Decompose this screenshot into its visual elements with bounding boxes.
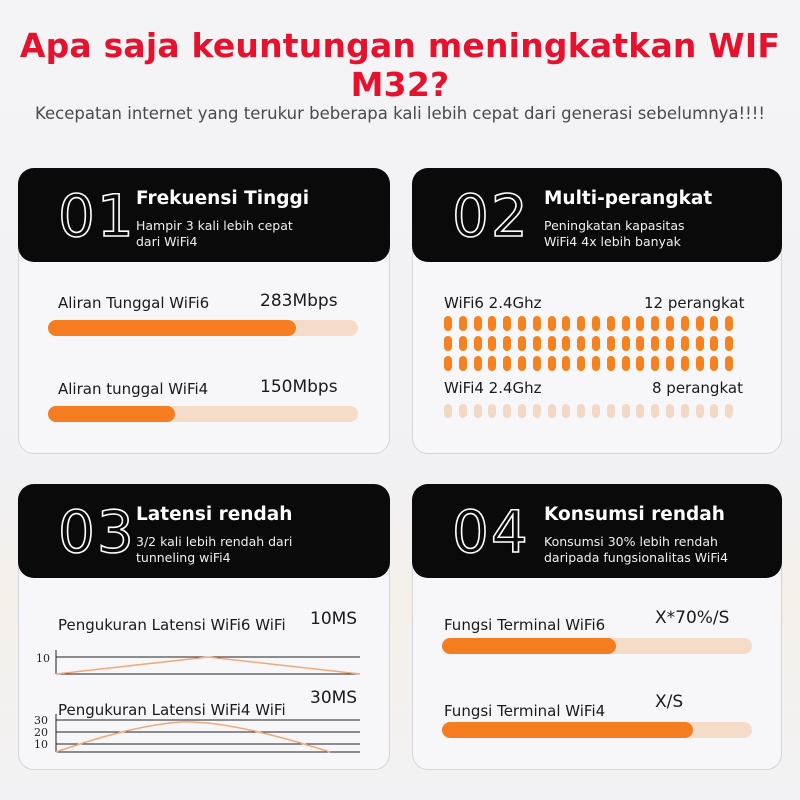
latency-chart-wifi6 [30, 644, 370, 684]
device-dot [474, 356, 482, 371]
metric-value: X*70%/S [655, 608, 730, 628]
device-dot [474, 404, 482, 418]
card-number: 03 [58, 498, 136, 566]
device-dot [548, 316, 556, 331]
tick-label: 10 [36, 652, 50, 665]
progress-bar-terminal-wifi4 [442, 722, 752, 738]
device-dot [444, 404, 452, 418]
device-dot [696, 336, 704, 351]
device-dot [459, 316, 467, 331]
card-header-02 [412, 168, 782, 262]
chart-value: 30MS [310, 688, 358, 708]
metric-label: Fungsi Terminal WiFi6 [444, 616, 606, 634]
card-header-03 [18, 484, 390, 578]
device-dot [710, 404, 718, 418]
metric-value: X/S [655, 692, 684, 712]
device-dot [548, 336, 556, 351]
progress-bar-wifi4 [48, 406, 358, 422]
progress-bar-fill [48, 406, 175, 422]
device-dot [636, 336, 644, 351]
latency-line [56, 657, 360, 674]
device-dot [533, 404, 541, 418]
device-dot [459, 356, 467, 371]
device-dot [577, 356, 585, 371]
card-header-04 [412, 484, 782, 578]
device-dot [681, 404, 689, 418]
device-dots-wifi4 [444, 404, 744, 420]
metric-label: Fungsi Terminal WiFi4 [444, 702, 606, 720]
device-dot [636, 404, 644, 418]
device-dot [651, 316, 659, 331]
card-desc-line2: daripada fungsionalitas WiFi4 [544, 550, 729, 565]
device-dot [696, 404, 704, 418]
device-dot [666, 336, 674, 351]
device-dot [562, 316, 570, 331]
device-dot [607, 404, 615, 418]
device-dot [562, 404, 570, 418]
device-dot [725, 356, 733, 371]
card-header-01 [18, 168, 390, 262]
device-dot [592, 316, 600, 331]
device-dot [518, 316, 526, 331]
chart-value: 10MS [310, 609, 358, 629]
tick-label: 30 [34, 714, 48, 727]
device-dot [636, 316, 644, 331]
device-dot [533, 316, 541, 331]
device-dot [488, 336, 496, 351]
device-dot [725, 336, 733, 351]
card-number: 01 [58, 182, 136, 250]
card-desc-line1: Hampir 3 kali lebih cepat [136, 218, 293, 233]
device-dot [548, 356, 556, 371]
latency-line [56, 722, 330, 752]
latency-chart-wifi4 [30, 712, 370, 762]
device-dot [488, 356, 496, 371]
card-title: Latensi rendah [136, 504, 293, 525]
device-dot [666, 404, 674, 418]
device-dot [725, 316, 733, 331]
device-dot [725, 404, 733, 418]
device-dot [503, 356, 511, 371]
device-dot [533, 336, 541, 351]
page-subtitle: Kecepatan internet yang terukur beberapa kali lebih cepat dari generasi sebelumnya!!!! [35, 104, 765, 123]
metric-value: 8 perangkat [652, 379, 743, 397]
device-dot [503, 336, 511, 351]
device-dot [592, 404, 600, 418]
device-dot [518, 336, 526, 351]
progress-bar-terminal-wifi6 [442, 638, 752, 654]
device-dot [710, 336, 718, 351]
device-dot [681, 316, 689, 331]
device-dot [592, 356, 600, 371]
progress-bar-fill [442, 722, 693, 738]
device-dot [488, 316, 496, 331]
metric-label: WiFi4 2.4Ghz [444, 379, 542, 397]
device-dot [622, 404, 630, 418]
card-title: Frekuensi Tinggi [136, 188, 310, 209]
device-dot [681, 336, 689, 351]
device-dot [607, 356, 615, 371]
card-title: Multi-perangkat [544, 188, 713, 209]
device-dot [503, 404, 511, 418]
metric-label: Aliran Tunggal WiFi6 [58, 294, 210, 312]
device-dot [607, 336, 615, 351]
device-dot [592, 336, 600, 351]
card-desc-line1: 3/2 kali lebih rendah dari [136, 534, 293, 549]
device-dot [622, 356, 630, 371]
device-dot [577, 404, 585, 418]
device-dot [651, 336, 659, 351]
device-dot [622, 316, 630, 331]
device-dot [548, 404, 556, 418]
device-dot [696, 316, 704, 331]
metric-value: 12 perangkat [644, 294, 745, 312]
tick-label: 20 [34, 726, 48, 739]
device-dot [681, 356, 689, 371]
device-dot [666, 316, 674, 331]
device-dot [474, 336, 482, 351]
chart-label: Pengukuran Latensi WiFi6 WiFi [58, 616, 286, 634]
device-dot [577, 336, 585, 351]
device-dot [607, 316, 615, 331]
metric-value: 283Mbps [260, 291, 338, 311]
card-number: 04 [452, 498, 530, 566]
metric-value: 150Mbps [260, 377, 338, 397]
device-dot [533, 356, 541, 371]
device-dot [666, 356, 674, 371]
card-desc-line1: Peningkatan kapasitas [544, 218, 685, 233]
device-dot [562, 336, 570, 351]
device-dot [518, 356, 526, 371]
device-dot [622, 336, 630, 351]
card-desc-line1: Konsumsi 30% lebih rendah [544, 534, 718, 549]
progress-bar-wifi6 [48, 320, 358, 336]
device-dot [696, 356, 704, 371]
device-dot [710, 316, 718, 331]
card-desc-line2: WiFi4 4x lebih banyak [544, 234, 681, 249]
progress-bar-fill [442, 638, 616, 654]
page-title: Apa saja keuntungan meningkatkan WIF M32? [19, 26, 781, 104]
card-number: 02 [452, 182, 530, 250]
device-dot [577, 316, 585, 331]
card-desc-line2: tunneling wiFi4 [136, 550, 231, 565]
progress-bar-fill [48, 320, 296, 336]
device-dot [488, 404, 496, 418]
device-dot [518, 404, 526, 418]
device-dot [710, 356, 718, 371]
device-dot [444, 336, 452, 351]
device-dot [503, 316, 511, 331]
device-dots-wifi6 [444, 316, 744, 372]
tick-label: 10 [34, 738, 48, 751]
metric-label: Aliran tunggal WiFi4 [58, 380, 209, 398]
device-dot [636, 356, 644, 371]
device-dot [651, 404, 659, 418]
card-title: Konsumsi rendah [544, 504, 725, 525]
device-dot [444, 356, 452, 371]
device-dot [459, 336, 467, 351]
chart-label: Pengukuran Latensi WiFi4 WiFi [58, 701, 286, 719]
device-dot [562, 356, 570, 371]
device-dot [459, 404, 467, 418]
metric-label: WiFi6 2.4Ghz [444, 294, 542, 312]
device-dot [444, 316, 452, 331]
device-dot [651, 356, 659, 371]
device-dot [474, 316, 482, 331]
card-desc-line2: dari WiFi4 [136, 234, 198, 249]
